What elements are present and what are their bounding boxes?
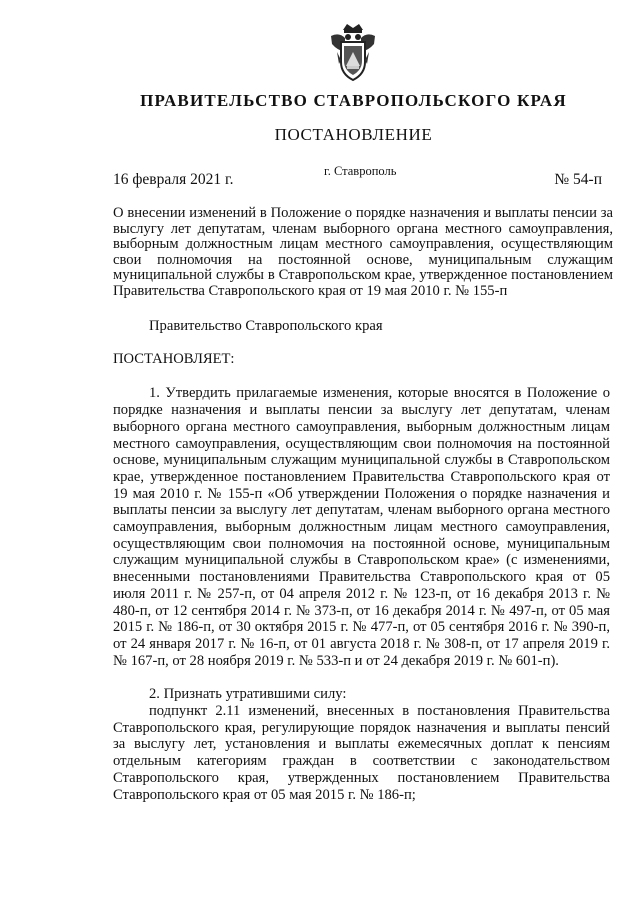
- document-city: г. Ставрополь: [324, 164, 397, 178]
- resolves-heading: ПОСТАНОВЛЯЕТ:: [113, 350, 235, 367]
- document-number: № 54-п: [554, 171, 602, 188]
- paragraph-item-2-heading: 2. Признать утратившими силу:: [149, 686, 347, 703]
- paragraph-spacer: [113, 669, 610, 686]
- coat-of-arms-icon: [329, 22, 377, 84]
- document-date: 16 февраля 2021 г.: [113, 171, 234, 188]
- government-title: ПРАВИТЕЛЬСТВО СТАВРОПОЛЬСКОГО КРАЯ: [140, 91, 567, 110]
- document-body: [113, 318, 610, 803]
- document-type: ПОСТАНОВЛЕНИЕ: [274, 125, 433, 144]
- document-subject: О внесении изменений в Положение о порядке назначения и выплаты пенсии за выслугу лет депутатам, членам выборного органа местного самоуправления, выборным должностным лицам местного самоуправления, осуществляющим свои полномочия на постоянной основе, муниципальным служащим муниципальной службы в Ставропольском крае, утвержденное постановлением Правительства Ставропольского края от 19 мая 2010 г. № 155-п: [113, 205, 613, 299]
- paragraph-item-2-sub: подпункт 2.11 изменений, внесенных в постановления Правительства Ставропольского края, регулирующие порядок назначения и выплаты пенсий за выслугу лет, установления и выплаты ежемесячных доплат к пенсиям отдельным категориям граждан в соответствии с законодательством Ставропольского края, утвержденных постановлением Правительства Ставропольского края от 05 мая 2015 г. № 186-п;: [113, 703, 610, 803]
- government-name: Правительство Ставропольского края: [149, 318, 383, 334]
- paragraph-item-1: 1. Утвердить прилагаемые изменения, которые вносятся в Положение о порядке назначения и выплаты пенсии за выслугу лет депутатам, членам выборного органа местного самоуправления, выборным должностным лицам местного самоуправления, осуществляющим свои полномочия на постоянной основе, муниципальным служащим муниципальной службы в Ставропольском крае, утвержденное постановлением Правительства Ставропольского края от 19 мая 2010 г. № 155-п «Об утверждении Положения о порядке назначения и выплаты пенсии за выслугу лет депутатам, членам выборного органа местного самоуправления, выборным должностным лицам местного самоуправления, осуществляющим свои полномочия на постоянной основе, муниципальным служащим муниципальной службы в Ставропольском крае» (с изменениями, внесенными постановлениями Правительства Ставропольского края от 05 июля 2011 г. № 257-п, от 04 апреля 2012 г. № 123-п, от 16 декабря 2013 г. № 480-п, от 12 сентября 2014 г. № 373-п, от 16 декабря 2014 г. № 497-п, от 05 мая 2015 г. № 186-п, от 30 октября 2015 г. № 477-п, от 05 сентября 2016 г. № 390-п, от 24 января 2017 г. № 16-п, от 01 августа 2018 г. № 308-п, от 17 апреля 2019 г. № 167-п, от 28 ноября 2019 г. № 533-п и от 24 декабря 2019 г. № 601-п).: [113, 385, 610, 669]
